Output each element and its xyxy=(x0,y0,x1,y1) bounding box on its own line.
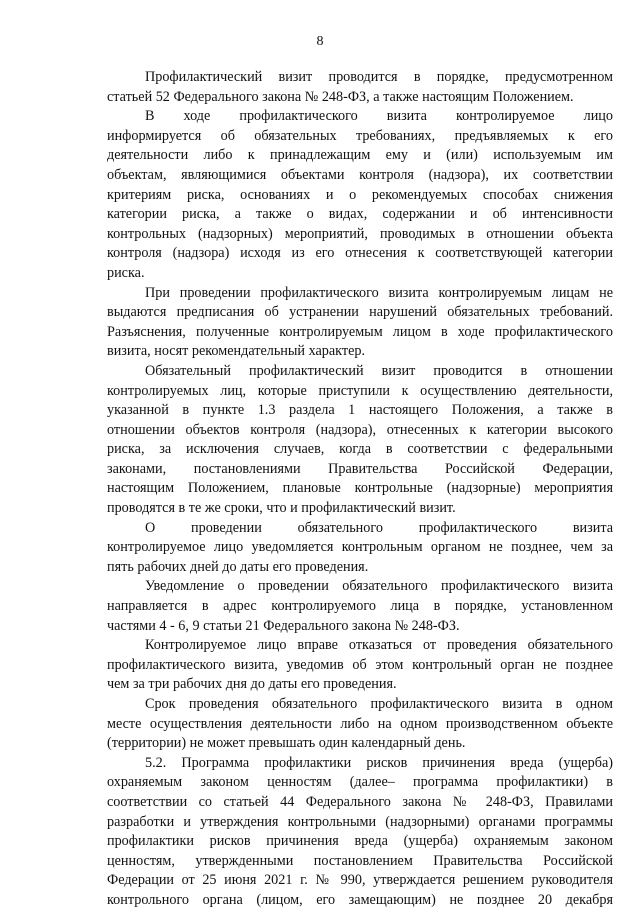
paragraph xyxy=(107,695,613,754)
text-line: указанной в пункте 1.3 раздела 1 настоящего Положения, а также в xyxy=(107,402,613,419)
text-line: визита, носят рекомендательный характер. xyxy=(107,343,366,360)
text-line: ценностям, утвержденными постановлением Правительства Российской xyxy=(107,852,613,869)
text-line: отношении объектов контроля (надзора), отнесенных к категории высокого xyxy=(107,421,613,438)
text-line: пять рабочих дней до даты его проведения. xyxy=(107,558,369,575)
text-line: Срок проведения обязательного профилактического визита в одном xyxy=(145,696,613,712)
text-line: Обязательный профилактический визит проводится в отношении xyxy=(145,362,613,379)
text-line: статьей 52 Федерального закона № 248-ФЗ, а также настоящим Положением. xyxy=(107,88,574,105)
text-line: О проведении обязательного профилактического визита xyxy=(145,519,613,536)
paragraph xyxy=(107,68,613,107)
text-line: контроля (надзора) исходя из его отнесения к соответствующей категории xyxy=(107,245,613,262)
text-line: категории риска, а также о видах, содержании и об интенсивности xyxy=(107,206,613,223)
text-line: контролируемых лиц, которые приступили к осуществлению деятельности, xyxy=(107,382,613,399)
text-line: законами, постановлениями Правительства Российской Федерации, xyxy=(107,460,613,477)
text-line: 5.2. Программа профилактики рисков причинения вреда (ущерба) xyxy=(145,754,613,771)
text-line: направляется в адрес контролируемого лица в порядке, установленном xyxy=(107,598,613,615)
text-line: охраняемым законом ценностям (далее– программа профилактики) в xyxy=(107,774,613,791)
text-line: профилактического визита, уведомив об этом контрольный орган не позднее xyxy=(107,656,613,673)
text-line: В ходе профилактического визита контролируемое лицо xyxy=(145,108,613,125)
text-line: Разъяснения, полученные контролируемым лицом в ходе профилактического xyxy=(107,323,613,340)
paragraph xyxy=(107,284,613,362)
page-number: 8 xyxy=(316,34,324,49)
text-line: риска, за исключения случаев, когда в соответствии с федеральными xyxy=(107,441,613,458)
text-line: проводятся в те же сроки, что и профилактический визит. xyxy=(107,500,456,517)
text-line: деятельности либо к принадлежащим ему и (или) используемым им xyxy=(107,147,613,164)
text-line: соответствии со статьей 44 Федерального закона № 248-ФЗ, Правилами xyxy=(107,793,613,810)
paragraph xyxy=(107,362,613,519)
text-line: месте осуществления деятельности либо на одном производственном объекте xyxy=(107,715,613,732)
text-line: контролируемое лицо уведомляется контрольным органом не позднее, чем за xyxy=(107,539,613,556)
text-line: информируется об обязательных требованиях, предъявляемых к его xyxy=(107,127,613,144)
text-line: риска. xyxy=(107,264,145,281)
text-line: объектам, являющимися объектами контроля (надзора), их соответствии xyxy=(107,166,613,183)
text-line: разработки и утверждения контрольными (надзорными) органами программы xyxy=(107,813,613,830)
text-line: критериям риска, основаниях и о рекомендуемых способах снижения xyxy=(107,186,613,203)
text-line: чем за три рабочих дня до даты его проведения. xyxy=(107,676,397,693)
text-line: настоящим Положением, плановые контрольные (надзорные) мероприятия xyxy=(107,480,613,497)
text-line: контрольных (надзорных) мероприятий, проводимых в отношении объекта xyxy=(107,225,613,242)
text-line: Уведомление о проведении обязательного профилактического визита xyxy=(145,578,613,595)
paragraph xyxy=(107,519,613,578)
text-line: частями 4 - 6, 9 статьи 21 Федерального закона № 248-ФЗ. xyxy=(107,617,460,634)
text-line: При проведении профилактического визита контролируемым лицам не xyxy=(145,284,613,301)
paragraph xyxy=(107,107,613,283)
paragraph xyxy=(107,577,613,636)
text-line: профилактики рисков причинения вреда (ущерба) охраняемым законом xyxy=(107,833,613,850)
text-line: Контролируемое лицо вправе отказаться от проведения обязательного xyxy=(145,637,613,654)
text-line: Федерации от 25 июня 2021 г. № 990, утверждается решением руководителя xyxy=(107,872,613,889)
paragraph xyxy=(107,636,613,695)
text-line: выдаются предписания об устранении нарушений обязательных требований. xyxy=(107,304,613,321)
text-line: (территории) не может превышать один календарный день. xyxy=(107,735,466,752)
text-line: Профилактический визит проводится в порядке, предусмотренном xyxy=(145,69,613,85)
paragraph xyxy=(107,754,613,911)
document-body xyxy=(107,68,613,911)
text-line: контрольного органа (лицом, его замещающим) не позднее 20 декабря xyxy=(107,891,613,908)
